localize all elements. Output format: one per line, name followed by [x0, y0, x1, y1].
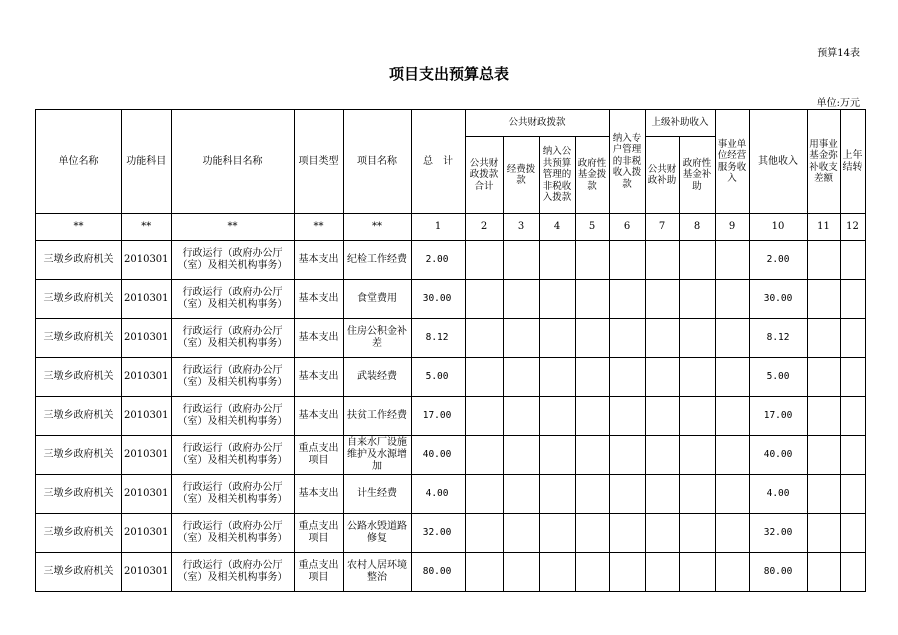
cell-total: 4.00 — [411, 475, 465, 514]
cell-public-finance-subsidy — [645, 280, 679, 319]
cell-total: 5.00 — [411, 358, 465, 397]
cell-fund-offset — [807, 280, 840, 319]
cell-project-name: 食堂费用 — [343, 280, 411, 319]
cell-nontax-allocation — [539, 397, 575, 436]
cell-unit-name: 三墩乡政府机关 — [36, 514, 122, 553]
col-header-project-type: 项目类型 — [294, 110, 343, 214]
cell-carryover — [840, 319, 865, 358]
cell-public-finance-subsidy — [645, 241, 679, 280]
cell-gov-fund-subsidy — [679, 280, 715, 319]
cell-total: 17.00 — [411, 397, 465, 436]
col-header-public-total: 公共财政拨款合计 — [465, 137, 503, 214]
cell-business-income — [715, 241, 749, 280]
table-row — [36, 553, 866, 592]
code-cell: 11 — [807, 214, 840, 241]
table-row — [36, 397, 866, 436]
cell-gov-fund-allocation — [575, 514, 609, 553]
cell-special-nontax — [609, 436, 645, 475]
col-header-gov-fund-subsidy: 政府性基金补助 — [679, 137, 715, 214]
cell-public-total — [465, 514, 503, 553]
cell-fee-allocation — [503, 475, 539, 514]
cell-special-nontax — [609, 280, 645, 319]
col-header-public-finance-subsidy: 公共财政补助 — [645, 137, 679, 214]
cell-project-name: 武装经费 — [343, 358, 411, 397]
cell-unit-name: 三墩乡政府机关 — [36, 241, 122, 280]
cell-fee-allocation — [503, 397, 539, 436]
cell-project-name: 自来水厂设施维护及水源增加 — [343, 436, 411, 475]
cell-fund-offset — [807, 553, 840, 592]
table-row — [36, 514, 866, 553]
cell-project-type: 重点支出项目 — [294, 553, 343, 592]
cell-fee-allocation — [503, 553, 539, 592]
table-row — [36, 319, 866, 358]
cell-nontax-allocation — [539, 358, 575, 397]
cell-gov-fund-allocation — [575, 553, 609, 592]
col-header-other-income: 其他收入 — [749, 110, 807, 214]
cell-nontax-allocation — [539, 241, 575, 280]
col-header-unit-name: 单位名称 — [36, 110, 122, 214]
cell-func-name: 行政运行（政府办公厅（室）及相关机构事务） — [171, 319, 294, 358]
cell-fund-offset — [807, 436, 840, 475]
cell-fund-offset — [807, 241, 840, 280]
cell-func-code: 2010301 — [122, 358, 172, 397]
cell-gov-fund-allocation — [575, 241, 609, 280]
cell-project-type: 基本支出 — [294, 358, 343, 397]
cell-project-name: 住房公积金补差 — [343, 319, 411, 358]
col-header-fee-allocation: 经费拨款 — [503, 137, 539, 214]
cell-fund-offset — [807, 475, 840, 514]
cell-func-code: 2010301 — [122, 436, 172, 475]
column-code-row — [36, 214, 866, 241]
cell-project-type: 重点支出项目 — [294, 436, 343, 475]
cell-carryover — [840, 475, 865, 514]
cell-other-income: 2.00 — [749, 241, 807, 280]
table-body — [36, 241, 866, 592]
cell-fee-allocation — [503, 436, 539, 475]
cell-func-code: 2010301 — [122, 319, 172, 358]
form-number: 预算14表 — [817, 48, 860, 59]
cell-public-finance-subsidy — [645, 319, 679, 358]
cell-carryover — [840, 358, 865, 397]
cell-fee-allocation — [503, 358, 539, 397]
cell-func-code: 2010301 — [122, 553, 172, 592]
cell-nontax-allocation — [539, 514, 575, 553]
cell-nontax-allocation — [539, 319, 575, 358]
cell-fee-allocation — [503, 241, 539, 280]
cell-project-name: 计生经费 — [343, 475, 411, 514]
col-header-total: 总 计 — [411, 110, 465, 214]
unit-label: 单位:万元 — [816, 98, 860, 109]
cell-fee-allocation — [503, 280, 539, 319]
cell-public-finance-subsidy — [645, 358, 679, 397]
cell-public-total — [465, 436, 503, 475]
code-cell: ** — [294, 214, 343, 241]
col-header-public-finance-group: 公共财政拨款 — [465, 110, 609, 137]
cell-other-income: 5.00 — [749, 358, 807, 397]
cell-gov-fund-subsidy — [679, 553, 715, 592]
cell-project-type: 基本支出 — [294, 319, 343, 358]
cell-total: 40.00 — [411, 436, 465, 475]
table-row — [36, 436, 866, 475]
cell-nontax-allocation — [539, 553, 575, 592]
cell-other-income: 40.00 — [749, 436, 807, 475]
col-header-func-name: 功能科目名称 — [171, 110, 294, 214]
cell-business-income — [715, 475, 749, 514]
col-header-func-code: 功能科目 — [122, 110, 172, 214]
cell-fee-allocation — [503, 514, 539, 553]
cell-total: 80.00 — [411, 553, 465, 592]
cell-unit-name: 三墩乡政府机关 — [36, 280, 122, 319]
cell-public-finance-subsidy — [645, 436, 679, 475]
cell-gov-fund-subsidy — [679, 397, 715, 436]
cell-carryover — [840, 553, 865, 592]
cell-total: 30.00 — [411, 280, 465, 319]
cell-public-total — [465, 475, 503, 514]
cell-fund-offset — [807, 514, 840, 553]
cell-special-nontax — [609, 514, 645, 553]
code-cell: 5 — [575, 214, 609, 241]
cell-total: 32.00 — [411, 514, 465, 553]
cell-special-nontax — [609, 553, 645, 592]
cell-other-income: 8.12 — [749, 319, 807, 358]
cell-gov-fund-allocation — [575, 358, 609, 397]
cell-gov-fund-subsidy — [679, 319, 715, 358]
cell-func-code: 2010301 — [122, 241, 172, 280]
cell-func-name: 行政运行（政府办公厅（室）及相关机构事务） — [171, 475, 294, 514]
col-header-special-nontax: 纳入专户管理的非税收入拨款 — [609, 110, 645, 214]
code-cell: ** — [171, 214, 294, 241]
cell-carryover — [840, 514, 865, 553]
cell-public-total — [465, 358, 503, 397]
col-header-business-income: 事业单位经营服务收入 — [715, 110, 749, 214]
col-header-carryover: 上年结转 — [840, 110, 865, 214]
cell-public-total — [465, 280, 503, 319]
cell-gov-fund-subsidy — [679, 436, 715, 475]
cell-func-name: 行政运行（政府办公厅（室）及相关机构事务） — [171, 397, 294, 436]
cell-unit-name: 三墩乡政府机关 — [36, 553, 122, 592]
cell-func-code: 2010301 — [122, 514, 172, 553]
col-header-nontax-allocation: 纳入公共预算管理的非税收入拨款 — [539, 137, 575, 214]
cell-project-name: 纪检工作经费 — [343, 241, 411, 280]
cell-special-nontax — [609, 475, 645, 514]
code-cell: ** — [343, 214, 411, 241]
cell-fee-allocation — [503, 319, 539, 358]
cell-gov-fund-subsidy — [679, 475, 715, 514]
cell-other-income: 17.00 — [749, 397, 807, 436]
code-cell: 1 — [411, 214, 465, 241]
budget-table — [35, 109, 866, 592]
cell-fund-offset — [807, 397, 840, 436]
code-cell: 4 — [539, 214, 575, 241]
code-cell: ** — [36, 214, 122, 241]
cell-public-finance-subsidy — [645, 397, 679, 436]
cell-business-income — [715, 358, 749, 397]
code-cell: 6 — [609, 214, 645, 241]
cell-special-nontax — [609, 241, 645, 280]
code-cell: 3 — [503, 214, 539, 241]
cell-other-income: 4.00 — [749, 475, 807, 514]
table-row — [36, 241, 866, 280]
cell-project-type: 基本支出 — [294, 241, 343, 280]
cell-business-income — [715, 397, 749, 436]
cell-nontax-allocation — [539, 280, 575, 319]
col-header-project-name: 项目名称 — [343, 110, 411, 214]
cell-carryover — [840, 241, 865, 280]
cell-func-name: 行政运行（政府办公厅（室）及相关机构事务） — [171, 241, 294, 280]
cell-unit-name: 三墩乡政府机关 — [36, 319, 122, 358]
cell-total: 2.00 — [411, 241, 465, 280]
cell-carryover — [840, 436, 865, 475]
cell-public-total — [465, 553, 503, 592]
table-row — [36, 280, 866, 319]
cell-project-name: 扶贫工作经费 — [343, 397, 411, 436]
cell-total: 8.12 — [411, 319, 465, 358]
code-cell: 2 — [465, 214, 503, 241]
cell-func-name: 行政运行（政府办公厅（室）及相关机构事务） — [171, 436, 294, 475]
cell-nontax-allocation — [539, 436, 575, 475]
cell-func-name: 行政运行（政府办公厅（室）及相关机构事务） — [171, 514, 294, 553]
cell-gov-fund-allocation — [575, 397, 609, 436]
code-cell: 12 — [840, 214, 865, 241]
code-cell: 8 — [679, 214, 715, 241]
cell-fund-offset — [807, 319, 840, 358]
cell-project-type: 重点支出项目 — [294, 514, 343, 553]
cell-gov-fund-allocation — [575, 319, 609, 358]
cell-business-income — [715, 280, 749, 319]
cell-business-income — [715, 514, 749, 553]
cell-func-code: 2010301 — [122, 397, 172, 436]
cell-gov-fund-subsidy — [679, 241, 715, 280]
cell-gov-fund-allocation — [575, 280, 609, 319]
cell-carryover — [840, 397, 865, 436]
cell-public-total — [465, 397, 503, 436]
cell-business-income — [715, 553, 749, 592]
cell-project-type: 基本支出 — [294, 280, 343, 319]
cell-project-type: 基本支出 — [294, 475, 343, 514]
cell-public-finance-subsidy — [645, 475, 679, 514]
header-row-top — [36, 110, 866, 137]
cell-unit-name: 三墩乡政府机关 — [36, 475, 122, 514]
cell-unit-name: 三墩乡政府机关 — [36, 436, 122, 475]
code-cell: 9 — [715, 214, 749, 241]
cell-func-code: 2010301 — [122, 280, 172, 319]
cell-project-name: 公路水毁道路修复 — [343, 514, 411, 553]
cell-public-total — [465, 319, 503, 358]
code-cell: ** — [122, 214, 172, 241]
cell-gov-fund-allocation — [575, 436, 609, 475]
code-cell: 10 — [749, 214, 807, 241]
cell-special-nontax — [609, 397, 645, 436]
cell-gov-fund-subsidy — [679, 358, 715, 397]
cell-business-income — [715, 319, 749, 358]
cell-public-finance-subsidy — [645, 553, 679, 592]
cell-gov-fund-subsidy — [679, 514, 715, 553]
page-title: 项目支出预算总表 — [388, 65, 509, 83]
cell-other-income: 32.00 — [749, 514, 807, 553]
cell-func-name: 行政运行（政府办公厅（室）及相关机构事务） — [171, 553, 294, 592]
table-row — [36, 358, 866, 397]
cell-public-total — [465, 241, 503, 280]
cell-func-name: 行政运行（政府办公厅（室）及相关机构事务） — [171, 358, 294, 397]
cell-other-income: 30.00 — [749, 280, 807, 319]
cell-unit-name: 三墩乡政府机关 — [36, 358, 122, 397]
cell-nontax-allocation — [539, 475, 575, 514]
cell-project-type: 基本支出 — [294, 397, 343, 436]
cell-public-finance-subsidy — [645, 514, 679, 553]
col-header-fund-offset: 用事业基金弥补收支差额 — [807, 110, 840, 214]
col-header-superior-subsidy-group: 上级补助收入 — [645, 110, 715, 137]
cell-business-income — [715, 436, 749, 475]
cell-project-name: 农村人居环境整治 — [343, 553, 411, 592]
cell-fund-offset — [807, 358, 840, 397]
cell-unit-name: 三墩乡政府机关 — [36, 397, 122, 436]
cell-func-name: 行政运行（政府办公厅（室）及相关机构事务） — [171, 280, 294, 319]
col-header-gov-fund-allocation: 政府性基金拨款 — [575, 137, 609, 214]
cell-carryover — [840, 280, 865, 319]
code-cell: 7 — [645, 214, 679, 241]
cell-gov-fund-allocation — [575, 475, 609, 514]
cell-other-income: 80.00 — [749, 553, 807, 592]
cell-special-nontax — [609, 319, 645, 358]
cell-func-code: 2010301 — [122, 475, 172, 514]
table-row — [36, 475, 866, 514]
cell-special-nontax — [609, 358, 645, 397]
